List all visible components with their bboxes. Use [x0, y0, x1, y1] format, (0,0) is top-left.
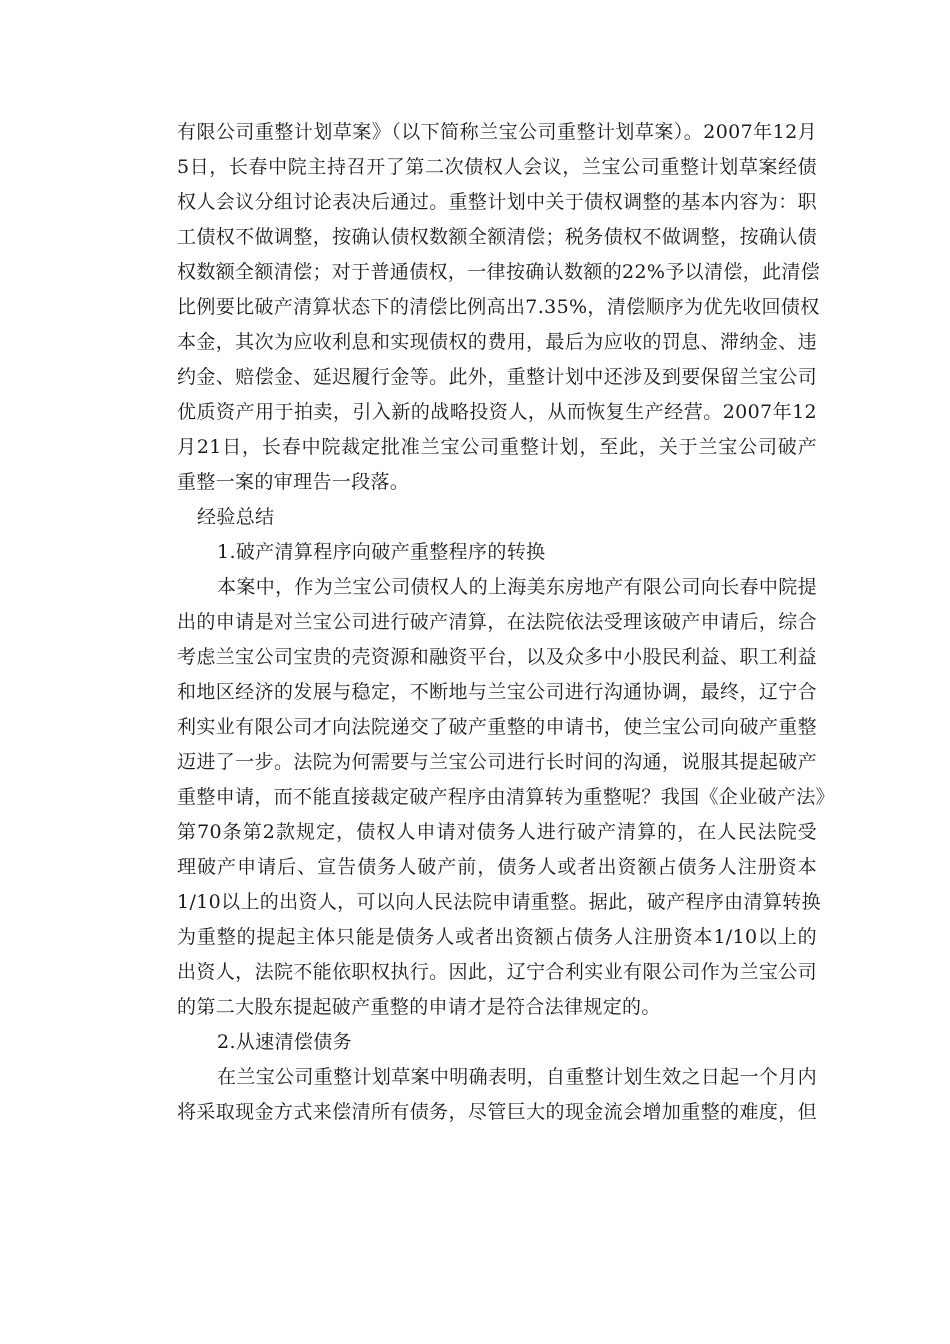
- body-text-line: 第70条第2款规定，债权人申请对债务人进行破产清算的，在人民法院受: [177, 821, 817, 843]
- body-text-line: 的第二大股东提起破产重整的申请才是符合法律规定的。: [177, 996, 661, 1018]
- body-text-line: 重整申请，而不能直接裁定破产程序由清算转为重整呢？我国《企业破产法》: [177, 786, 835, 808]
- body-text-line: 优质资产用于拍卖，引入新的战略投资人，从而恢复生产经营。2007年12: [177, 401, 817, 423]
- body-text-line: 比例要比破产清算状态下的清偿比例高出7.35%，清偿顺序为优先收回债权: [177, 296, 820, 318]
- body-text-line: 1/10以上的出资人，可以向人民法院申请重整。据此，破产程序由清算转换: [177, 891, 821, 913]
- body-text-line: 出资人，法院不能依职权执行。因此，辽宁合利实业有限公司作为兰宝公司: [177, 961, 817, 983]
- body-text-line: 5日，长春中院主持召开了第二次债权人会议，兰宝公司重整计划草案经债: [177, 156, 817, 178]
- body-text-line: 为重整的提起主体只能是债务人或者出资额占债务人注册资本1/10以上的: [177, 926, 817, 948]
- body-text-line: 理破产申请后、宣告债务人破产前，债务人或者出资额占债务人注册资本: [177, 856, 817, 878]
- body-text-line: 本案中，作为兰宝公司债权人的上海美东房地产有限公司向长春中院提: [217, 576, 817, 598]
- body-text-line: 权数额全额清偿；对于普通债权，一律按确认数额的22%予以清偿，此清偿: [177, 261, 821, 283]
- subsection-heading: 2.从速清偿债务: [217, 1031, 352, 1053]
- body-text-line: 将采取现金方式来偿清所有债务，尽管巨大的现金流会增加重整的难度，但: [177, 1101, 817, 1123]
- body-text-line: 约金、赔偿金、延迟履行金等。此外，重整计划中还涉及到要保留兰宝公司: [177, 366, 817, 388]
- body-text-line: 和地区经济的发展与稳定，不断地与兰宝公司进行沟通协调，最终，辽宁合: [177, 681, 817, 703]
- body-text-line: 考虑兰宝公司宝贵的壳资源和融资平台，以及众多中小股民利益、职工利益: [177, 646, 817, 668]
- body-text-line: 迈进了一步。法院为何需要与兰宝公司进行长时间的沟通，说服其提起破产: [177, 751, 817, 773]
- subsection-heading: 1.破产清算程序向破产重整程序的转换: [217, 541, 546, 563]
- body-text-line: 权人会议分组讨论表决后通过。重整计划中关于债权调整的基本内容为：职: [177, 191, 817, 213]
- body-text-line: 重整一案的审理告一段落。: [177, 471, 410, 493]
- body-text-line: 在兰宝公司重整计划草案中明确表明，自重整计划生效之日起一个月内: [217, 1066, 817, 1088]
- body-text-line: 工债权不做调整，按确认债权数额全额清偿；税务债权不做调整，按确认债: [177, 226, 817, 248]
- body-text-line: 出的申请是对兰宝公司进行破产清算，在法院依法受理该破产申请后，综合: [177, 611, 817, 633]
- body-text-line: 本金，其次为应收利息和实现债权的费用，最后为应收的罚息、滞纳金、违: [177, 331, 817, 353]
- body-text-line: 有限公司重整计划草案》（以下简称兰宝公司重整计划草案）。2007年12月: [177, 121, 817, 143]
- section-heading: 经验总结: [197, 506, 275, 528]
- body-text-line: 利实业有限公司才向法院递交了破产重整的申请书，使兰宝公司向破产重整: [177, 716, 817, 738]
- body-text-line: 月21日，长春中院裁定批准兰宝公司重整计划，至此，关于兰宝公司破产: [177, 436, 817, 458]
